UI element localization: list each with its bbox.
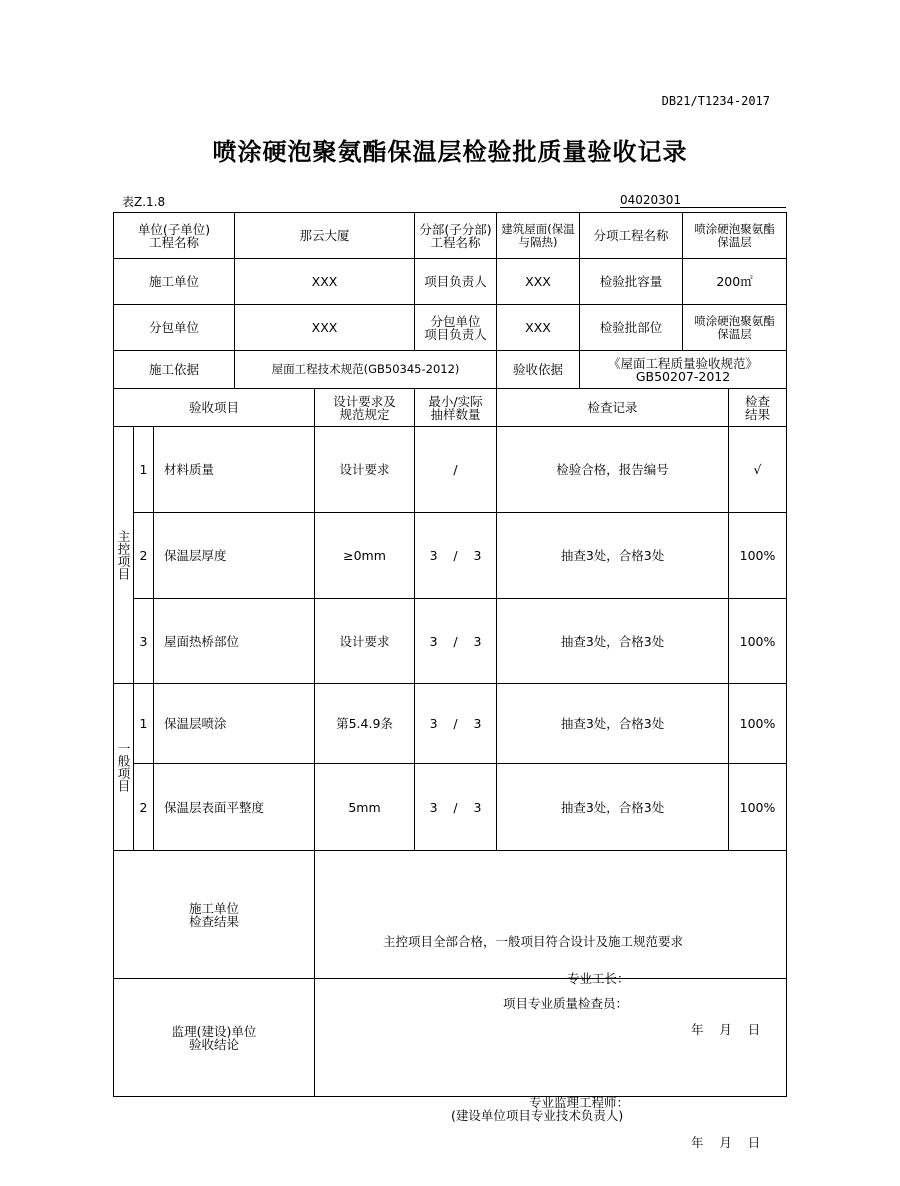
item-result: 100% <box>729 513 787 599</box>
item-record: 抽查3处，合格3处 <box>497 684 729 764</box>
col-record: 检查记录 <box>497 389 729 427</box>
item-result: √ <box>729 427 787 513</box>
batch-capacity-label: 检验批容量 <box>580 259 683 305</box>
acceptance-basis-label: 验收依据 <box>497 351 580 389</box>
main-group-label: 主控项目 <box>114 427 134 684</box>
column-header-row <box>114 389 787 427</box>
row-number: 3 <box>134 599 154 684</box>
contractor-check-row <box>114 851 787 979</box>
supervising-engineer-label: 专业监理工程师： <box>529 1094 630 1110</box>
form-number: 表Z.1.8 <box>122 195 166 209</box>
item-record: 抽查3处，合格3处 <box>497 599 729 684</box>
item-record: 抽查3处，合格3处 <box>497 764 729 851</box>
item-name: 保温层表面平整度 <box>154 764 315 851</box>
item-sampling: 3 / 3 <box>415 764 497 851</box>
supervisor-check-label: 监理(建设)单位 验收结论 <box>114 979 315 1097</box>
contractor-date: 年 月 日 <box>691 1021 761 1037</box>
info-row-2 <box>114 259 787 305</box>
item-result: 100% <box>729 684 787 764</box>
item-name: 屋面热桥部位 <box>154 599 315 684</box>
item-sampling: 3 / 3 <box>415 599 497 684</box>
item-record: 抽查3处，合格3处 <box>497 513 729 599</box>
project-manager-label: 项目负责人 <box>415 259 497 305</box>
col-sampling: 最小/实际 抽样数量 <box>415 389 497 427</box>
unit-project-label: 单位(子单位) 工程名称 <box>114 213 235 259</box>
item-requirement: 第5.4.9条 <box>315 684 415 764</box>
item-sampling: / <box>415 427 497 513</box>
table-row <box>114 684 787 764</box>
item-requirement: 设计要求 <box>315 427 415 513</box>
item-sampling: 3 / 3 <box>415 684 497 764</box>
item-name: 保温层喷涂 <box>154 684 315 764</box>
item-requirement: 设计要求 <box>315 599 415 684</box>
foreman-label: 专业工长： <box>567 970 630 986</box>
item-name: 保温层厚度 <box>154 513 315 599</box>
item-result: 100% <box>729 764 787 851</box>
table-row <box>114 599 787 684</box>
batch-location-value: 喷涂硬泡聚氨酯 保温层 <box>683 305 787 351</box>
col-item: 验收项目 <box>114 389 315 427</box>
construction-basis-label: 施工依据 <box>114 351 235 389</box>
row-number: 1 <box>134 427 154 513</box>
serial-number: 04020301 <box>620 193 786 208</box>
quality-inspector-label: 项目专业质量检查员： <box>503 995 629 1011</box>
batch-capacity-value: 200㎡ <box>683 259 787 305</box>
subcontractor-label: 分包单位 <box>114 305 235 351</box>
info-row-3 <box>114 305 787 351</box>
table-row <box>114 427 787 513</box>
contractor-conclusion: 主控项目全部合格，一般项目符合设计及施工规范要求 <box>383 933 684 949</box>
general-group-label: 一般项目 <box>114 684 134 851</box>
acceptance-basis-value: 《屋面工程质量验收规范》 GB50207-2012 <box>580 351 787 389</box>
contractor-check-label: 施工单位 检查结果 <box>114 851 315 979</box>
acceptance-table <box>113 212 787 1150</box>
sub-manager-label: 分包单位 项目负责人 <box>415 305 497 351</box>
project-manager-value: XXX <box>497 259 580 305</box>
row-number: 2 <box>134 764 154 851</box>
unit-project-value: 那云大厦 <box>235 213 415 259</box>
item-requirement: ≥0mm <box>315 513 415 599</box>
row-number: 1 <box>134 684 154 764</box>
item-sampling: 3 / 3 <box>415 513 497 599</box>
contractor-label: 施工单位 <box>114 259 235 305</box>
supervising-engineer-note: (建设单位项目专业技术负责人) <box>451 1107 624 1123</box>
page-title: 喷涂硬泡聚氨酯保温层检验批质量验收记录 <box>212 138 688 166</box>
col-requirement: 设计要求及 规范规定 <box>315 389 415 427</box>
supervisor-check-row <box>114 979 787 1097</box>
supervisor-date: 年 月 日 <box>691 1134 761 1150</box>
division-value: 建筑屋面(保温 与隔热) <box>497 213 580 259</box>
table-row <box>114 513 787 599</box>
info-row-4 <box>114 351 787 389</box>
construction-basis-value: 屋面工程技术规范(GB50345-2012) <box>235 351 497 389</box>
item-requirement: 5mm <box>315 764 415 851</box>
table-row <box>114 764 787 851</box>
contractor-value: XXX <box>235 259 415 305</box>
sub-manager-value: XXX <box>497 305 580 351</box>
info-row-1 <box>114 213 787 259</box>
item-result: 100% <box>729 599 787 684</box>
row-number: 2 <box>134 513 154 599</box>
division-label: 分部(子分部) 工程名称 <box>415 213 497 259</box>
subcontractor-value: XXX <box>235 305 415 351</box>
subitem-value: 喷涂硬泡聚氨酯 保温层 <box>683 213 787 259</box>
item-record: 检验合格，报告编号 <box>497 427 729 513</box>
col-result: 检查 结果 <box>729 389 787 427</box>
batch-location-label: 检验批部位 <box>580 305 683 351</box>
item-name: 材料质量 <box>154 427 315 513</box>
subitem-label: 分项工程名称 <box>580 213 683 259</box>
standard-code: DB21/T1234-2017 <box>661 94 770 108</box>
